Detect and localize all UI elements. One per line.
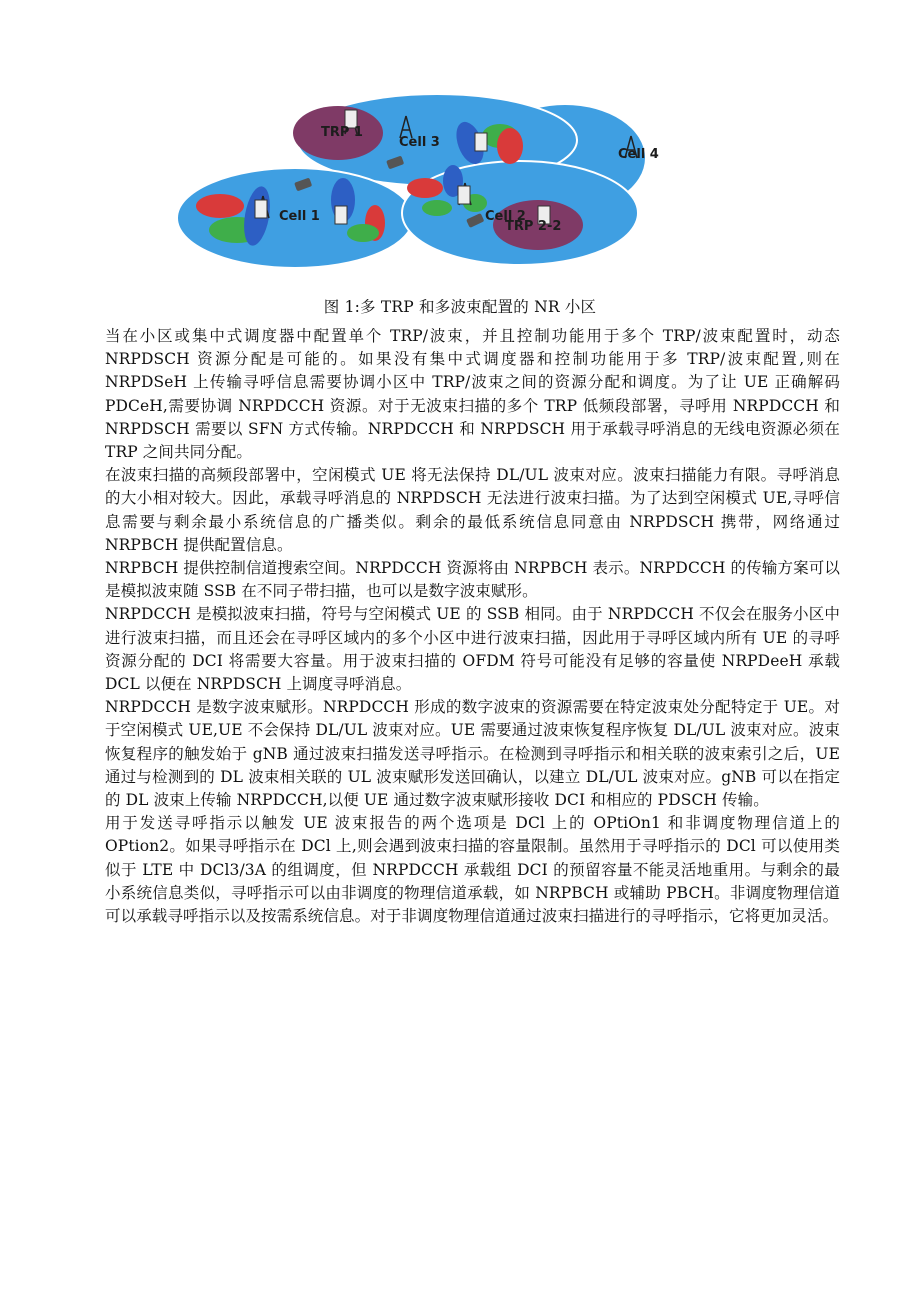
paragraph-1: 当在小区或集中式调度器中配置单个 TRP/波束，并且控制功能用于多个 TRP/波束配置时，动态 NRPDSCH 资源分配是可能的。如果没有集中式调度器和控制功能用于多 TRP/波束配置,则在 NRPDSeH 上传输寻呼信息需要协调小区中 TRP/波束之间的资源分配和调度。为了让 UE 正确解码 PDCeH,需要协调 NRPDCCH 资源。对于无波束扫描的多个 TRP 低频段部署，寻呼用 NRPDCCH 和 NRPDSCH 需要以 SFN 方式传输。NRPDCCH 和 NRPDSCH 用于承载寻呼消息的无线电资源必须在 TRP 之间共同分配。 bbox=[105, 327, 840, 462]
beam-icon bbox=[407, 178, 443, 198]
paragraph-4: NRPDCCH 是模拟波束扫描，符号与空闲模式 UE 的 SSB 相同。由于 NRPDCCH 不仅会在服务小区中进行波束扫描，而且还会在寻呼区域内的多个小区中进行波束扫描，因此用于寻呼区域内所有 UE 的寻呼资源分配的 DCI 将需要大容量。用于波束扫描的 OFDM 符号可能没有足够的容量使 NRPDeeH 承载 DCL 以便在 NRPDSCH 上调度寻呼消息。 bbox=[105, 605, 840, 694]
label-trp2: TRP 2-2 bbox=[505, 219, 562, 234]
figure-multi-trp-cells bbox=[175, 88, 659, 268]
beam-icon bbox=[422, 200, 452, 216]
cell-diagram bbox=[175, 88, 659, 268]
beam-icon bbox=[497, 128, 523, 164]
label-cell3: Cell 3 bbox=[399, 135, 440, 150]
paragraph-2: 在波束扫描的高频段部署中，空闲模式 UE 将无法保持 DL/UL 波束对应。波束扫描能力有限。寻呼消息的大小相对较大。因此，承载寻呼消息的 NRPDSCH 无法进行波束扫描。为了达到空闲模式 UE,寻呼信息需要与剩余最小系统信息的广播类似。剩余的最低系统信息同意由 NRPDSCH 携带，网络通过 NRPBCH 提供配置信息。 bbox=[105, 466, 840, 554]
paragraph-5: NRPDCCH 是数字波束赋形。NRPDCCH 形成的数字波束的资源需要在特定波束处分配特定于 UE。对于空闲模式 UE,UE 不会保持 DL/UL 波束对应。UE 需要通过波束恢复程序恢复 DL/UL 波束对应。波束恢复程序的触发始于 gNB 通过波束扫描发送寻呼指示。在检测到寻呼指示和相关联的波束索引之后，UE 通过与检测到的 DL 波束相关联的 UL 波束赋形发送回确认，以建立 DL/UL 波束对应。gNB 可以在指定的 DL 波束上传输 NRPDCCH,以便 UE 通过数字波束赋形接收 DCI 和相应的 PDSCH 传输。 bbox=[105, 698, 840, 810]
label-trp1: TRP 1 bbox=[321, 125, 363, 140]
label-cell4: Cell 4 bbox=[618, 147, 659, 162]
beam-icon bbox=[196, 194, 244, 218]
figure-caption: 图 1:多 TRP 和多波束配置的 NR 小区 bbox=[323, 298, 597, 316]
paragraph-3: NRPBCH 提供控制信道搜索空间。NRPDCCH 资源将由 NRPBCH 表示。NRPDCCH 的传输方案可以是模拟波束随 SSB 在不同子带扫描，也可以是数字波束赋形。 bbox=[105, 559, 840, 601]
document-body bbox=[105, 325, 840, 928]
paragraph-6: 用于发送寻呼指示以触发 UE 波束报告的两个选项是 DCl 上的 OPtiOn1 和非调度物理信道上的 OPtion2。如果寻呼指示在 DCl 上,则会遇到波束扫描的容量限制。虽然用于寻呼指示的 DCl 可以使用类似于 LTE 中 DCl3/3A 的组调度，但 NRPDCCH 承载组 DCI 的预留容量不能灵活地重用。与剩余的最小系统信息类似，寻呼指示可以由非调度的物理信道承载，如 NRPBCH 或辅助 PBCH。非调度物理信道可以承载寻呼指示以及按需系统信息。对于非调度物理信道通过波束扫描进行的寻呼指示，它将更加灵活。 bbox=[105, 814, 840, 926]
label-cell2: Cell 2 bbox=[485, 209, 526, 224]
label-cell1: Cell 1 bbox=[279, 209, 320, 224]
beam-icon bbox=[347, 224, 379, 242]
